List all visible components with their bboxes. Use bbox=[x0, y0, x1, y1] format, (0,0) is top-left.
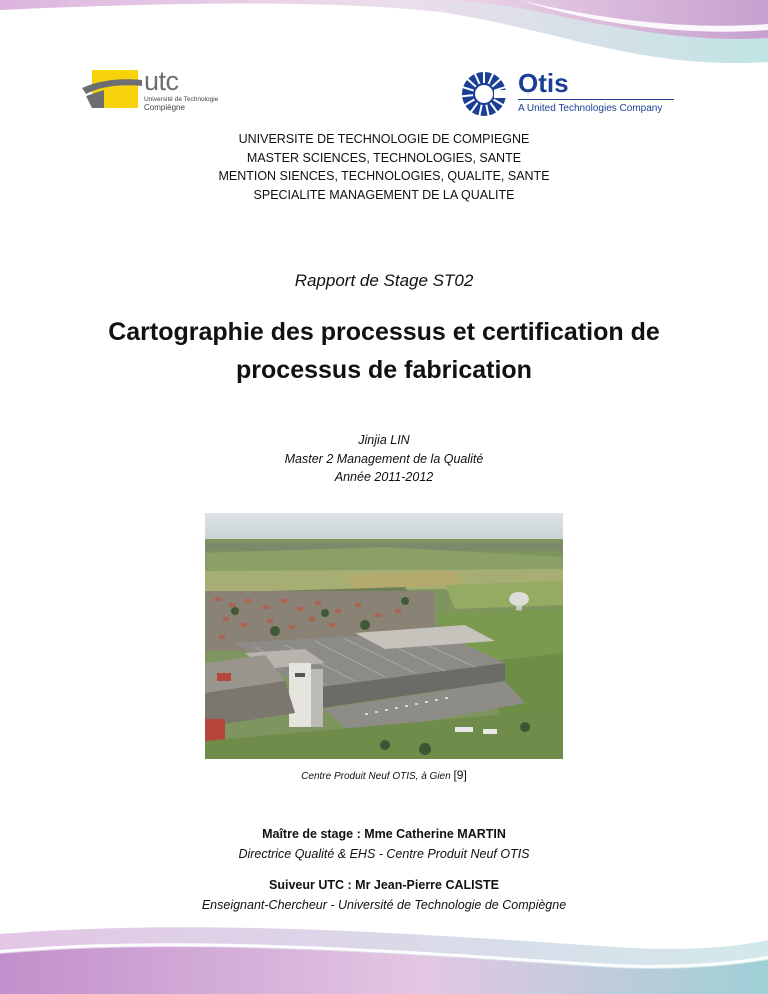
heading-line: MASTER SCIENCES, TECHNOLOGIES, SANTE bbox=[246, 150, 522, 165]
otis-logo-tagline: A United Technologies Company bbox=[518, 103, 663, 114]
otis-logo-rule bbox=[518, 99, 674, 100]
institution-heading bbox=[0, 130, 768, 204]
aerial-factory-photo bbox=[205, 513, 563, 759]
otis-logo bbox=[458, 70, 678, 118]
utc-logo bbox=[82, 68, 222, 118]
title-line: processus de fabrication bbox=[236, 356, 532, 384]
title-line: Cartographie des processus et certification de bbox=[108, 318, 660, 346]
bottom-wave-decoration bbox=[0, 904, 768, 994]
report-type: Rapport de Stage ST02 bbox=[294, 271, 474, 290]
supervisor-label: Maître de stage : Mme Catherine MARTIN bbox=[262, 827, 506, 841]
report-title bbox=[60, 313, 708, 389]
photo-caption bbox=[0, 768, 768, 782]
caption-reference: [9] bbox=[453, 768, 467, 782]
tutor-role: Enseignant-Chercheur - Université de Technologie de Compiègne bbox=[201, 898, 567, 912]
author-year: Année 2011-2012 bbox=[334, 470, 434, 484]
caption-text: Centre Produit Neuf OTIS, à Gien bbox=[301, 771, 451, 782]
author-program: Master 2 Management de la Qualité bbox=[284, 451, 484, 466]
heading-line: MENTION SIENCES, TECHNOLOGIES, QUALITE, SANTE bbox=[218, 169, 550, 183]
utc-logo-text: utc bbox=[144, 66, 179, 96]
author-block bbox=[0, 431, 768, 487]
utc-logo-city: Compiègne bbox=[144, 103, 185, 112]
heading-line: SPECIALITE MANAGEMENT DE LA QUALITE bbox=[253, 187, 515, 202]
utc-logo-subtitle: Université de Technologie bbox=[144, 96, 219, 103]
supervisor-role: Directrice Qualité & EHS - Centre Produit Neuf OTIS bbox=[238, 847, 530, 861]
heading-line: UNIVERSITE DE TECHNOLOGIE DE COMPIEGNE bbox=[238, 132, 530, 146]
otis-logo-text: Otis bbox=[518, 68, 569, 98]
tutor-label: Suiveur UTC : Mr Jean-Pierre CALISTE bbox=[269, 878, 499, 892]
author-name: Jinjia LIN bbox=[358, 433, 410, 447]
